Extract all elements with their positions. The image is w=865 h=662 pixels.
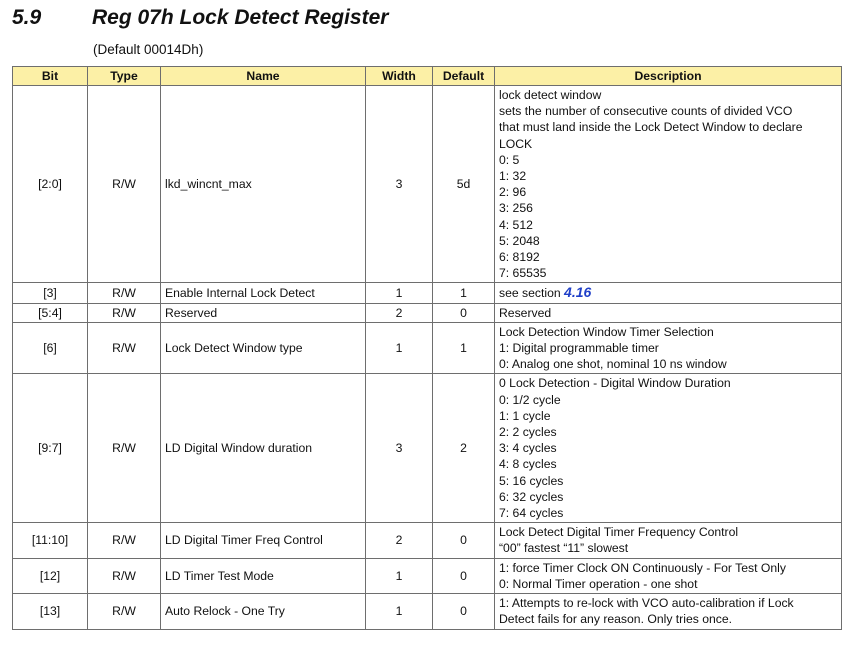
cell-width: 2: [366, 523, 433, 558]
cell-type: R/W: [88, 374, 161, 523]
header-width: Width: [366, 67, 433, 86]
cell-bit: [5:4]: [13, 303, 88, 322]
cell-width: 2: [366, 303, 433, 322]
cell-bit: [11:10]: [13, 523, 88, 558]
table-header-row: [13, 67, 842, 86]
description-line: 1: Attempts to re-lock with VCO auto-calibration if Lock: [499, 596, 794, 611]
cell-description: [495, 283, 842, 303]
header-name: Name: [161, 67, 366, 86]
cell-type: R/W: [88, 523, 161, 558]
description-line: 7: 65535: [499, 266, 547, 281]
cell-default: 1: [433, 283, 495, 303]
table-row: [13, 594, 842, 629]
cell-description: [495, 558, 842, 593]
cell-default: 0: [433, 303, 495, 322]
table-row: [13, 558, 842, 593]
register-table: [12, 66, 842, 630]
cell-description: [495, 86, 842, 283]
table-row: [13, 523, 842, 558]
cell-width: 1: [366, 558, 433, 593]
cell-default: 0: [433, 594, 495, 629]
header-bit: Bit: [13, 67, 88, 86]
description-line: 0: Normal Timer operation - one shot: [499, 576, 698, 591]
cell-description: [495, 594, 842, 629]
description-line: 2: 2 cycles: [499, 425, 557, 440]
cell-name: LD Digital Timer Freq Control: [161, 523, 366, 558]
cell-name: Enable Internal Lock Detect: [161, 283, 366, 303]
table-row: [13, 322, 842, 374]
description-line: 1: force Timer Clock ON Continuously - For Test Only: [499, 560, 786, 575]
description-line: LOCK: [499, 136, 533, 151]
cell-default: 1: [433, 322, 495, 374]
description-line: 6: 8192: [499, 250, 540, 265]
description-line: 0 Lock Detection - Digital Window Duration: [499, 376, 731, 391]
description-line: 0: 1/2 cycle: [499, 392, 561, 407]
cell-bit: [12]: [13, 558, 88, 593]
cell-type: R/W: [88, 303, 161, 322]
cell-name: lkd_wincnt_max: [161, 86, 366, 283]
description-line: that must land inside the Lock Detect Window to declare: [499, 120, 803, 135]
default-value-note: (Default 00014Dh): [93, 42, 204, 57]
cell-default: 5d: [433, 86, 495, 283]
header-description: Description: [495, 67, 842, 86]
table-row: [13, 283, 842, 303]
cell-name: Reserved: [161, 303, 366, 322]
description-line: 1: Digital programmable timer: [499, 341, 659, 356]
cell-default: 0: [433, 523, 495, 558]
description-line: 0: 5: [499, 152, 520, 167]
header-default: Default: [433, 67, 495, 86]
description-text: see section: [499, 286, 561, 301]
table-row: [13, 303, 842, 322]
cell-name: Auto Relock - One Try: [161, 594, 366, 629]
cell-width: 1: [366, 594, 433, 629]
cell-bit: [6]: [13, 322, 88, 374]
cell-name: LD Timer Test Mode: [161, 558, 366, 593]
description-line: sets the number of consecutive counts of divided VCO: [499, 104, 793, 119]
description-line: “00” fastest “11” slowest: [499, 541, 629, 556]
cell-width: 3: [366, 86, 433, 283]
description-line: Lock Detection Window Timer Selection: [499, 324, 714, 339]
cell-description: [495, 322, 842, 374]
cell-bit: [9:7]: [13, 374, 88, 523]
description-line: 6: 32 cycles: [499, 489, 564, 504]
description-line: lock detect window: [499, 88, 602, 102]
section-title: Reg 07h Lock Detect Register: [92, 6, 389, 29]
cell-name: Lock Detect Window type: [161, 322, 366, 374]
cell-type: R/W: [88, 558, 161, 593]
section-number: 5.9: [12, 6, 42, 29]
description-line: 4: 8 cycles: [499, 457, 557, 472]
cell-description: [495, 303, 842, 322]
description-line: 1: 32: [499, 169, 527, 184]
description-line: Lock Detect Digital Timer Frequency Control: [499, 525, 739, 540]
header-type: Type: [88, 67, 161, 86]
cell-bit: [2:0]: [13, 86, 88, 283]
cell-type: R/W: [88, 86, 161, 283]
cell-width: 1: [366, 283, 433, 303]
description-line: Detect fails for any reason. Only tries once.: [499, 612, 733, 627]
description-line: 4: 512: [499, 217, 533, 232]
cell-default: 2: [433, 374, 495, 523]
description-line: Reserved: [499, 305, 552, 320]
cell-width: 1: [366, 322, 433, 374]
description-line: 0: Analog one shot, nominal 10 ns window: [499, 357, 727, 372]
table-row: [13, 86, 842, 283]
description-line: 3: 4 cycles: [499, 441, 557, 456]
description-line: 5: 2048: [499, 233, 540, 248]
description-line: 2: 96: [499, 185, 527, 200]
cell-width: 3: [366, 374, 433, 523]
cell-type: R/W: [88, 283, 161, 303]
section-link[interactable]: 4.16: [564, 284, 592, 301]
section-heading: [12, 6, 388, 30]
cell-name: LD Digital Window duration: [161, 374, 366, 523]
cell-bit: [13]: [13, 594, 88, 629]
table-row: [13, 374, 842, 523]
description-line: 5: 16 cycles: [499, 473, 564, 488]
description-line: 1: 1 cycle: [499, 408, 551, 423]
cell-description: [495, 374, 842, 523]
cell-type: R/W: [88, 322, 161, 374]
description-line: 7: 64 cycles: [499, 506, 564, 521]
cell-type: R/W: [88, 594, 161, 629]
description-line: 3: 256: [499, 201, 533, 216]
cell-description: [495, 523, 842, 558]
cell-bit: [3]: [13, 283, 88, 303]
cell-default: 0: [433, 558, 495, 593]
